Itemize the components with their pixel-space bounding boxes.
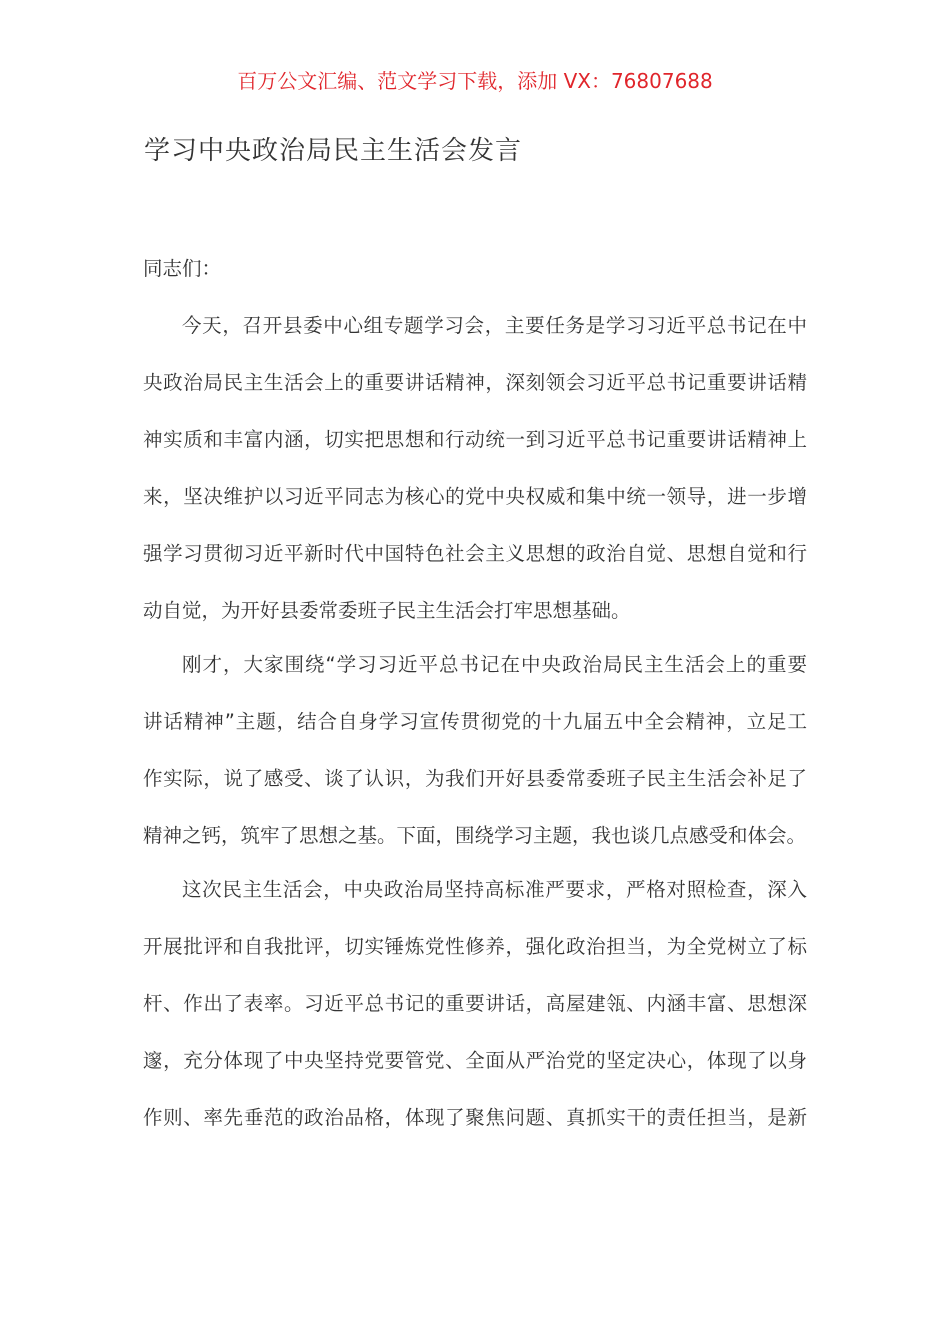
paragraph-line: 这次民主生活会，中央政治局坚持高标准严要求，严格对照检查，深入 <box>182 878 807 901</box>
paragraph <box>143 861 807 1146</box>
paragraph-line: 神实质和丰富内涵，切实把思想和行动统一到习近平总书记重要讲话精神上 <box>143 428 807 451</box>
paragraph-line: 开展批评和自我批评，切实锤炼党性修养，强化政治担当，为全党树立了标 <box>143 935 807 958</box>
paragraph-line: 讲话精神”主题，结合自身学习宣传贯彻党的十九届五中全会精神，立足工 <box>143 710 807 733</box>
paragraph-line: 作则、率先垂范的政治品格，体现了聚焦问题、真抓实干的责任担当，是新 <box>143 1106 807 1129</box>
salutation: 同志们： <box>143 257 222 280</box>
paragraph-line: 央政治局民主生活会上的重要讲话精神，深刻领会习近平总书记重要讲话精 <box>143 371 807 394</box>
paragraph-line: 邃，充分体现了中央坚持党要管党、全面从严治党的坚定决心，体现了以身 <box>143 1049 807 1072</box>
document-body <box>143 240 807 1146</box>
paragraph-line: 动自觉，为开好县委常委班子民主生活会打牢思想基础。 <box>143 599 631 622</box>
paragraph-line: 强学习贯彻习近平新时代中国特色社会主义思想的政治自觉、思想自觉和行 <box>143 542 807 565</box>
paragraph-line: 杆、作出了表率。习近平总书记的重要讲话，高屋建瓴、内涵丰富、思想深 <box>143 992 807 1015</box>
document-title: 学习中央政治局民主生活会发言 <box>144 136 523 166</box>
paragraph <box>143 636 807 864</box>
paragraph-line: 今天，召开县委中心组专题学习会，主要任务是学习习近平总书记在中 <box>182 314 807 337</box>
watermark-banner: 百万公文汇编、范文学习下载，添加 VX：76807688 <box>237 69 713 93</box>
paragraph-line: 精神之钙，筑牢了思想之基。下面，围绕学习主题，我也谈几点感受和体会。 <box>143 824 807 847</box>
paragraph-line: 刚才，大家围绕“学习习近平总书记在中央政治局民主生活会上的重要 <box>182 653 807 676</box>
paragraph <box>143 297 807 639</box>
paragraph-line: 来，坚决维护以习近平同志为核心的党中央权威和集中统一领导，进一步增 <box>143 485 807 508</box>
paragraph-line: 作实际，说了感受、谈了认识，为我们开好县委常委班子民主生活会补足了 <box>143 767 807 790</box>
